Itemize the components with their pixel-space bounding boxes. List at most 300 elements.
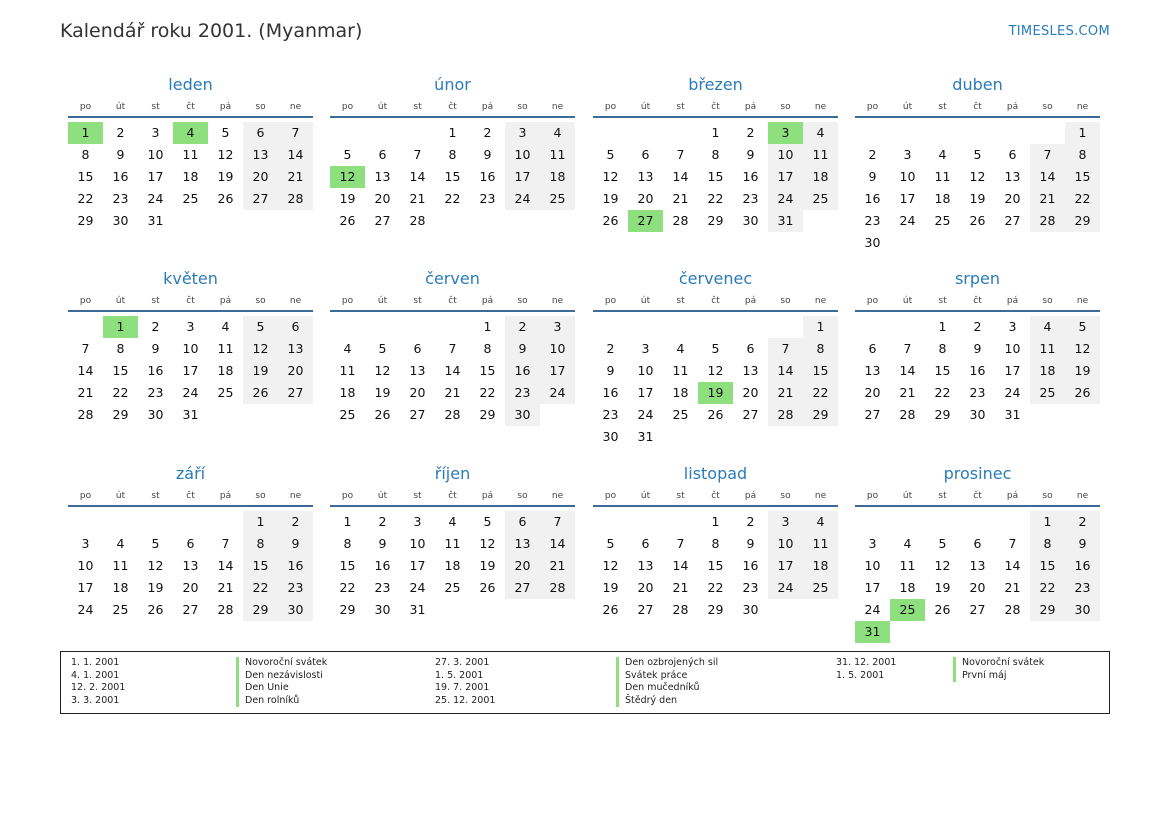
weekday-label: pá [744, 296, 757, 306]
day-cell: 11 [1030, 338, 1065, 360]
day-cell: 28 [278, 188, 313, 210]
day-cell: 28 [672, 213, 689, 228]
day-cell: 6 [378, 147, 387, 162]
day-cell: 9 [868, 169, 877, 184]
day-cell: 16 [969, 363, 986, 378]
weekday-label: út [377, 296, 388, 306]
day-cell: 25 [890, 599, 925, 621]
day-cell: 15 [803, 360, 838, 382]
empty-cell [435, 316, 470, 338]
weekday-label: st [676, 102, 685, 112]
day-cell: 19 [479, 558, 496, 573]
day-cell: 15 [339, 558, 356, 573]
day-cell: 22 [803, 382, 838, 404]
weekday-header [330, 101, 575, 118]
day-cell: 9 [116, 147, 125, 162]
day-cell: 27 [182, 602, 199, 617]
weekday-label: so [780, 102, 791, 112]
day-cell: 11 [899, 558, 916, 573]
day-cell: 10 [899, 169, 916, 184]
day-cell: 11 [803, 144, 838, 166]
day-cell: 20 [742, 385, 759, 400]
day-cell: 5 [243, 316, 278, 338]
month-name: prosinec [943, 464, 1012, 483]
empty-cell [208, 511, 243, 533]
day-cell: 12 [934, 558, 951, 573]
day-cell: 15 [112, 363, 129, 378]
day-cell: 7 [81, 341, 90, 356]
legend-date: 1. 5. 2001 [435, 669, 484, 681]
day-cell: 10 [768, 144, 803, 166]
month-name: červenec [678, 269, 753, 288]
month-name: únor [434, 75, 471, 94]
weekday-label: st [151, 102, 160, 112]
weekday-label: čt [186, 102, 195, 112]
day-grid [593, 122, 838, 232]
weekday-header [593, 490, 838, 507]
weekday-label: ne [551, 102, 564, 112]
day-cell: 9 [746, 147, 755, 162]
day-cell: 19 [374, 385, 391, 400]
day-cell: 3 [868, 536, 877, 551]
day-cell: 24 [505, 188, 540, 210]
weekday-label: ne [551, 296, 564, 306]
weekday-label: čt [711, 491, 720, 501]
empty-cell [890, 122, 925, 144]
month-name: květen [163, 269, 218, 288]
weekday-label: so [1042, 491, 1053, 501]
day-cell: 21 [444, 385, 461, 400]
weekday-label: st [938, 491, 947, 501]
day-cell: 18 [444, 558, 461, 573]
day-cell: 4 [343, 341, 352, 356]
day-cell: 9 [1065, 533, 1100, 555]
day-cell: 30 [742, 602, 759, 617]
day-cell: 2 [116, 125, 125, 140]
weekday-label: ne [289, 102, 302, 112]
day-cell: 26 [602, 602, 619, 617]
day-cell: 12 [1065, 338, 1100, 360]
day-cell: 7 [676, 536, 685, 551]
day-cell: 28 [444, 407, 461, 422]
day-cell: 8 [343, 536, 352, 551]
weekday-label: st [413, 491, 422, 501]
brand-link[interactable]: TIMESLES.COM [1008, 24, 1110, 39]
day-cell: 15 [243, 555, 278, 577]
day-cell: 23 [969, 385, 986, 400]
day-grid [330, 316, 575, 426]
legend-holiday-name: Den Unie [236, 682, 327, 695]
day-cell: 16 [374, 558, 391, 573]
day-cell: 8 [938, 341, 947, 356]
day-cell: 20 [409, 385, 426, 400]
day-cell: 28 [77, 407, 94, 422]
day-cell: 29 [339, 602, 356, 617]
day-cell: 6 [641, 147, 650, 162]
month-květen [68, 268, 313, 426]
weekday-label: so [517, 102, 528, 112]
day-cell: 16 [742, 169, 759, 184]
day-cell: 25 [182, 191, 199, 206]
weekday-label: po [604, 296, 617, 306]
empty-cell [330, 122, 365, 144]
day-cell: 2 [746, 125, 755, 140]
day-cell: 17 [1004, 363, 1021, 378]
day-cell: 14 [444, 363, 461, 378]
day-cell: 27 [409, 407, 426, 422]
day-cell: 4 [938, 147, 947, 162]
day-cell: 11 [540, 144, 575, 166]
weekday-label: ne [1076, 296, 1089, 306]
day-cell: 29 [112, 407, 129, 422]
empty-cell [628, 316, 663, 338]
day-cell: 29 [707, 213, 724, 228]
day-cell: 28 [409, 213, 426, 228]
day-cell: 12 [479, 536, 496, 551]
day-cell: 10 [409, 536, 426, 551]
day-cell: 22 [339, 580, 356, 595]
day-cell: 7 [448, 341, 457, 356]
day-cell: 16 [602, 385, 619, 400]
day-cell: 13 [182, 558, 199, 573]
day-cell: 11 [182, 147, 199, 162]
day-cell: 18 [1030, 360, 1065, 382]
day-cell: 22 [77, 191, 94, 206]
weekday-label: čt [711, 102, 720, 112]
day-cell: 3 [768, 511, 803, 533]
day-cell: 1 [343, 514, 352, 529]
day-cell: 9 [746, 536, 755, 551]
day-cell: 4 [173, 122, 208, 144]
day-cell: 27 [742, 407, 759, 422]
day-cell: 19 [1065, 360, 1100, 382]
day-cell: 18 [803, 555, 838, 577]
day-cell: 28 [540, 577, 575, 599]
day-cell: 19 [339, 191, 356, 206]
day-cell: 29 [934, 407, 951, 422]
day-cell: 1 [711, 125, 720, 140]
day-cell: 18 [339, 385, 356, 400]
day-cell: 8 [803, 338, 838, 360]
day-cell: 30 [1065, 599, 1100, 621]
day-cell: 25 [803, 577, 838, 599]
day-cell: 18 [803, 166, 838, 188]
legend-date: 31. 12. 2001 [836, 657, 897, 668]
day-cell: 18 [540, 166, 575, 188]
day-cell: 20 [243, 166, 278, 188]
weekday-label: út [115, 102, 126, 112]
empty-cell [365, 316, 400, 338]
day-cell: 21 [540, 555, 575, 577]
month-name: listopad [683, 464, 748, 483]
day-cell: 19 [147, 580, 164, 595]
day-cell: 14 [540, 533, 575, 555]
day-cell: 5 [151, 536, 160, 551]
day-cell: 4 [221, 319, 230, 334]
day-cell: 24 [77, 602, 94, 617]
day-cell: 8 [711, 536, 720, 551]
weekday-label: so [780, 296, 791, 306]
day-cell: 20 [374, 191, 391, 206]
day-cell: 1 [483, 319, 492, 334]
weekday-label: po [79, 296, 92, 306]
day-cell: 20 [864, 385, 881, 400]
weekday-label: pá [481, 102, 494, 112]
day-cell: 14 [768, 360, 803, 382]
weekday-label: so [255, 491, 266, 501]
day-cell: 9 [483, 147, 492, 162]
day-cell: 7 [903, 341, 912, 356]
weekday-label: so [517, 296, 528, 306]
empty-cell [925, 511, 960, 533]
empty-cell [173, 511, 208, 533]
day-cell: 27 [637, 602, 654, 617]
weekday-label: čt [186, 491, 195, 501]
day-cell: 3 [413, 514, 422, 529]
legend-date: 12. 2. 2001 [71, 682, 126, 693]
weekday-label: so [517, 491, 528, 501]
day-cell: 3 [151, 125, 160, 140]
day-cell: 30 [278, 599, 313, 621]
day-cell: 2 [483, 125, 492, 140]
weekday-label: ne [289, 491, 302, 501]
day-cell: 25 [803, 188, 838, 210]
empty-cell [400, 122, 435, 144]
empty-cell [698, 316, 733, 338]
weekday-label: čt [186, 296, 195, 306]
empty-cell [960, 122, 995, 144]
day-cell: 10 [1004, 341, 1021, 356]
day-cell: 7 [768, 338, 803, 360]
weekday-label: čt [448, 491, 457, 501]
day-cell: 13 [969, 558, 986, 573]
weekday-header [330, 490, 575, 507]
day-cell: 25 [112, 602, 129, 617]
day-cell: 19 [934, 580, 951, 595]
day-cell: 16 [278, 555, 313, 577]
weekday-label: čt [448, 102, 457, 112]
month-listopad [593, 463, 838, 621]
day-cell: 27 [628, 210, 663, 232]
weekday-label: út [902, 102, 913, 112]
weekday-label: út [902, 491, 913, 501]
weekday-label: čt [973, 102, 982, 112]
weekday-label: so [255, 102, 266, 112]
day-cell: 21 [768, 382, 803, 404]
day-cell: 17 [768, 555, 803, 577]
day-cell: 30 [602, 429, 619, 444]
day-cell: 5 [483, 514, 492, 529]
weekday-label: čt [448, 296, 457, 306]
empty-cell [855, 122, 890, 144]
empty-cell [138, 511, 173, 533]
empty-cell [925, 122, 960, 144]
day-cell: 17 [77, 580, 94, 595]
weekday-label: so [1042, 296, 1053, 306]
weekday-label: pá [219, 102, 232, 112]
month-name: březen [688, 75, 743, 94]
day-cell: 23 [374, 580, 391, 595]
day-cell: 23 [479, 191, 496, 206]
weekday-label: ne [814, 296, 827, 306]
day-cell: 9 [973, 341, 982, 356]
day-grid [855, 122, 1100, 254]
day-cell: 17 [864, 580, 881, 595]
day-cell: 21 [409, 191, 426, 206]
day-cell: 5 [938, 536, 947, 551]
day-cell: 15 [444, 169, 461, 184]
day-cell: 2 [278, 511, 313, 533]
day-cell: 8 [116, 341, 125, 356]
day-cell: 24 [899, 213, 916, 228]
day-cell: 5 [973, 147, 982, 162]
day-cell: 20 [505, 555, 540, 577]
weekday-label: pá [219, 296, 232, 306]
empty-cell [400, 316, 435, 338]
empty-cell [330, 316, 365, 338]
weekday-label: ne [1076, 102, 1089, 112]
day-cell: 8 [1065, 144, 1100, 166]
day-cell: 31 [1004, 407, 1021, 422]
day-cell: 14 [1030, 166, 1065, 188]
day-cell: 18 [934, 191, 951, 206]
day-cell: 24 [768, 577, 803, 599]
day-cell: 4 [540, 122, 575, 144]
empty-cell [68, 511, 103, 533]
day-cell: 19 [602, 191, 619, 206]
day-cell: 2 [1065, 511, 1100, 533]
legend-date: 3. 3. 2001 [71, 694, 120, 706]
day-cell: 22 [707, 580, 724, 595]
weekday-label: po [604, 491, 617, 501]
day-cell: 30 [147, 407, 164, 422]
day-cell: 3 [1008, 319, 1017, 334]
weekday-label: po [341, 296, 354, 306]
day-cell: 18 [182, 169, 199, 184]
day-cell: 4 [676, 341, 685, 356]
day-cell: 10 [768, 533, 803, 555]
day-cell: 10 [637, 363, 654, 378]
day-cell: 12 [602, 169, 619, 184]
day-cell: 2 [505, 316, 540, 338]
weekday-label: út [115, 296, 126, 306]
day-cell: 5 [606, 147, 615, 162]
day-cell: 22 [479, 385, 496, 400]
day-cell: 28 [1030, 210, 1065, 232]
weekday-label: so [780, 491, 791, 501]
legend-holiday-name: Svátek práce [616, 670, 718, 683]
empty-cell [855, 511, 890, 533]
day-cell: 26 [707, 407, 724, 422]
day-cell: 3 [505, 122, 540, 144]
day-cell: 16 [112, 169, 129, 184]
weekday-label: ne [814, 102, 827, 112]
empty-cell [663, 316, 698, 338]
weekday-label: st [938, 296, 947, 306]
weekday-header [330, 295, 575, 312]
weekday-label: po [866, 491, 879, 501]
day-cell: 23 [742, 191, 759, 206]
day-cell: 22 [444, 191, 461, 206]
day-cell: 7 [413, 147, 422, 162]
day-cell: 7 [1008, 536, 1017, 551]
day-cell: 27 [374, 213, 391, 228]
day-cell: 21 [278, 166, 313, 188]
weekday-label: út [377, 491, 388, 501]
day-cell: 8 [711, 147, 720, 162]
weekday-header [593, 295, 838, 312]
day-cell: 6 [186, 536, 195, 551]
day-cell: 29 [1030, 599, 1065, 621]
day-cell: 26 [147, 602, 164, 617]
day-cell: 7 [278, 122, 313, 144]
day-cell: 12 [602, 558, 619, 573]
month-name: leden [168, 75, 213, 94]
day-cell: 15 [934, 363, 951, 378]
weekday-label: pá [1006, 491, 1019, 501]
empty-cell [995, 511, 1030, 533]
legend-holiday-name: První máj [953, 670, 1044, 683]
day-cell: 5 [221, 125, 230, 140]
day-cell: 16 [864, 191, 881, 206]
legend-date: 1. 5. 2001 [836, 669, 885, 681]
day-cell: 2 [151, 319, 160, 334]
day-cell: 2 [973, 319, 982, 334]
day-cell: 23 [147, 385, 164, 400]
day-cell: 21 [1004, 580, 1021, 595]
weekday-label: po [341, 102, 354, 112]
legend-holiday-name: Den nezávislosti [236, 670, 327, 683]
day-cell: 25 [1030, 382, 1065, 404]
day-cell: 1 [448, 125, 457, 140]
day-cell: 9 [151, 341, 160, 356]
day-cell: 17 [768, 166, 803, 188]
day-cell: 24 [182, 385, 199, 400]
day-cell: 22 [1030, 577, 1065, 599]
day-cell: 5 [606, 536, 615, 551]
day-cell: 6 [243, 122, 278, 144]
day-cell: 19 [969, 191, 986, 206]
weekday-label: pá [1006, 102, 1019, 112]
day-cell: 6 [746, 341, 755, 356]
day-cell: 19 [217, 169, 234, 184]
day-cell: 12 [243, 338, 278, 360]
day-cell: 10 [505, 144, 540, 166]
day-cell: 11 [934, 169, 951, 184]
month-červenec [593, 268, 838, 448]
day-cell: 27 [864, 407, 881, 422]
day-cell: 16 [505, 360, 540, 382]
day-cell: 23 [278, 577, 313, 599]
day-cell: 29 [1065, 210, 1100, 232]
empty-cell [1030, 122, 1065, 144]
day-cell: 12 [147, 558, 164, 573]
empty-cell [855, 316, 890, 338]
day-cell: 26 [1065, 382, 1100, 404]
weekday-label: st [676, 491, 685, 501]
day-grid [855, 511, 1100, 643]
day-cell: 4 [448, 514, 457, 529]
day-cell: 31 [182, 407, 199, 422]
weekday-label: st [413, 102, 422, 112]
day-grid [68, 122, 313, 232]
weekday-label: út [640, 491, 651, 501]
day-cell: 13 [243, 144, 278, 166]
empty-cell [103, 511, 138, 533]
day-cell: 26 [934, 602, 951, 617]
day-grid [593, 316, 838, 448]
day-grid [330, 511, 575, 621]
